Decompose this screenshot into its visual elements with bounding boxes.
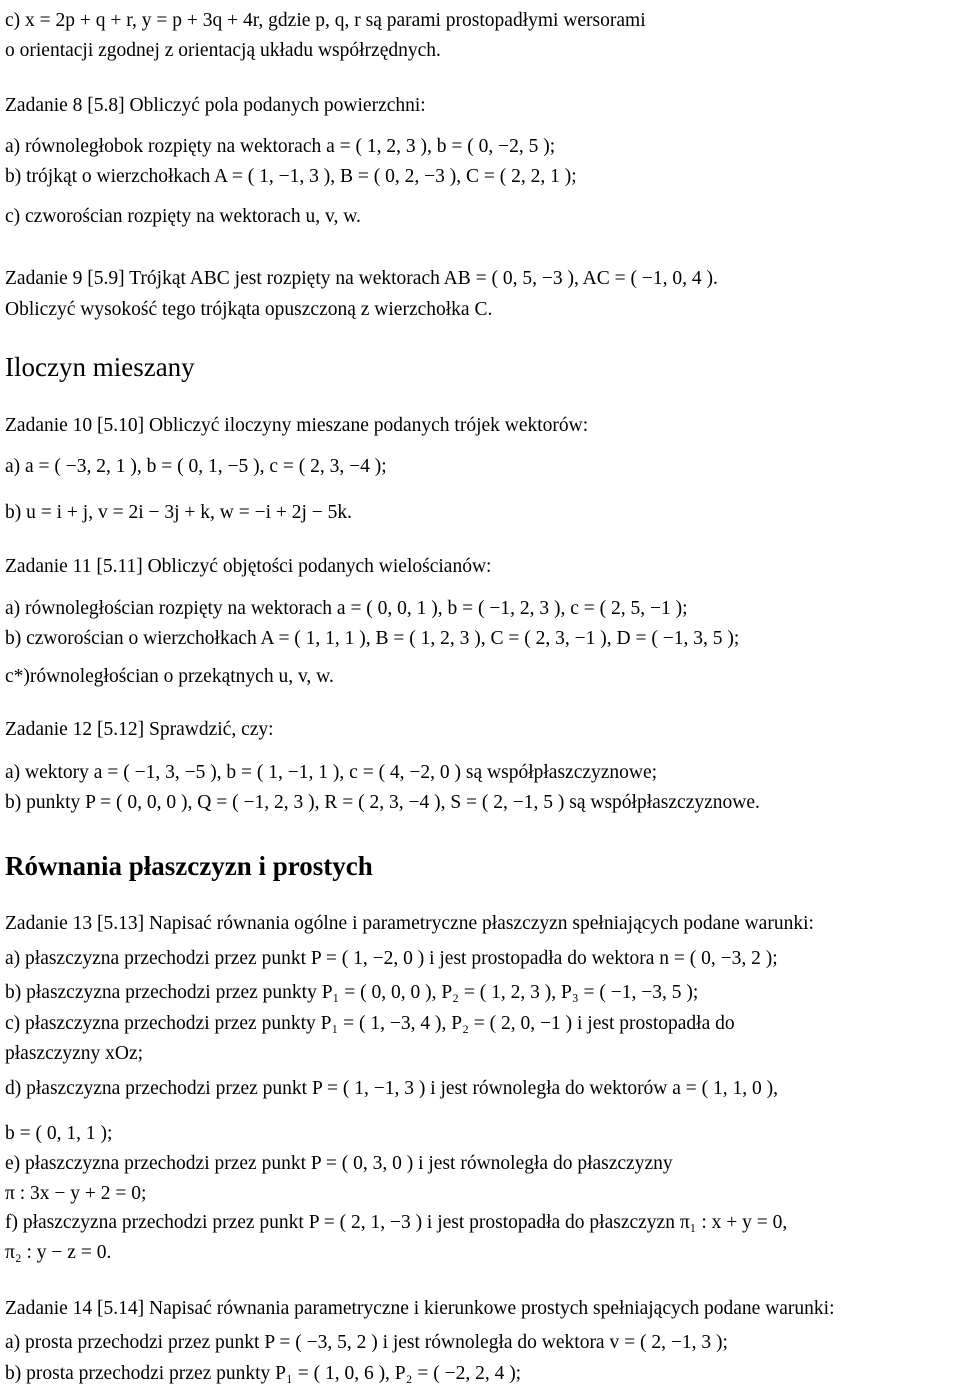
text-line: e) płaszczyzna przechodzi przez punkt P = ( 0, 3, 0 ) i jest równoległa do płaszczyzny [5,1153,673,1174]
text-line: f) płaszczyzna przechodzi przez punkt P = ( 2, 1, −3 ) i jest prostopadła do płaszczyzn π₁ : x + y = 0, [5,1212,788,1233]
section-heading: Iloczyn mieszany [5,352,195,382]
text-line: b) trójkąt o wierzchołkach A = ( 1, −1, 3 ), B = ( 0, 2, −3 ), C = ( 2, 2, 1 ); [5,166,577,187]
text-line: płaszczyzny xOz; [5,1043,144,1064]
text-line: c*)równoległościan o przekątnych u, v, w. [5,666,334,687]
task-header: Zadanie 14 [5.14] Napisać równania parametryczne i kierunkowe prostych spełniających podane warunki: [5,1298,835,1319]
task-header: Zadanie 13 [5.13] Napisać równania ogólne i parametryczne płaszczyzn spełniających podane warunki: [5,913,814,934]
text-line: b) punkty P = ( 0, 0, 0 ), Q = ( −1, 2, 3 ), R = ( 2, 3, −4 ), S = ( 2, −1, 5 ) są współpłaszczyznowe. [5,792,760,813]
task-header: Zadanie 12 [5.12] Sprawdzić, czy: [5,719,274,740]
text-line: Obliczyć wysokość tego trójkąta opuszczoną z wierzchołka C. [5,299,493,320]
task-header: Zadanie 11 [5.11] Obliczyć objętości podanych wielościanów: [5,556,492,577]
text-line: o orientacji zgodnej z orientacją układu współrzędnych. [5,40,441,61]
task-header: Zadanie 9 [5.9] Trójkąt ABC jest rozpięty na wektorach AB = ( 0, 5, −3 ), AC = ( −1, 0, 4 ). [5,268,718,289]
task-header: Zadanie 10 [5.10] Obliczyć iloczyny mieszane podanych trójek wektorów: [5,415,589,436]
text-line: c) płaszczyzna przechodzi przez punkty P₁ = ( 1, −3, 4 ), P₂ = ( 2, 0, −1 ) i jest prostopadła do [5,1013,735,1034]
text-line: b = ( 0, 1, 1 ); [5,1123,113,1144]
text-line: c) x = 2p + q + r, y = p + 3q + 4r, gdzie p, q, r są parami prostopadłymi wersorami [5,10,646,31]
text-line: a) wektory a = ( −1, 3, −5 ), b = ( 1, −1, 1 ), c = ( 4, −2, 0 ) są współpłaszczyznowe; [5,762,658,783]
text-line: π : 3x − y + 2 = 0; [5,1183,147,1204]
text-line: a) płaszczyzna przechodzi przez punkt P = ( 1, −2, 0 ) i jest prostopadła do wektora n = ( 0, −3, 2 ); [5,948,778,969]
task-header: Zadanie 8 [5.8] Obliczyć pola podanych powierzchni: [5,95,426,116]
text-line: a) prosta przechodzi przez punkt P = ( −3, 5, 2 ) i jest równoległa do wektora v = ( 2, −1, 3 ); [5,1332,728,1353]
text-line: c) czworościan rozpięty na wektorach u, v, w. [5,206,361,227]
section-heading: Równania płaszczyzn i prostych [5,851,373,881]
text-line: b) u = i + j, v = 2i − 3j + k, w = −i + 2j − 5k. [5,502,353,523]
text-line: a) równoległobok rozpięty na wektorach a = ( 1, 2, 3 ), b = ( 0, −2, 5 ); [5,136,556,157]
text-line: a) równoległościan rozpięty na wektorach a = ( 0, 0, 1 ), b = ( −1, 2, 3 ), c = ( 2, 5, −1 ); [5,598,688,619]
text-line: a) a = ( −3, 2, 1 ), b = ( 0, 1, −5 ), c = ( 2, 3, −4 ); [5,456,387,477]
text-line: π₂ : y − z = 0. [5,1242,112,1263]
text-line: b) prosta przechodzi przez punkty P₁ = ( 1, 0, 6 ), P₂ = ( −2, 2, 4 ); [5,1363,522,1384]
text-line: d) płaszczyzna przechodzi przez punkt P = ( 1, −1, 3 ) i jest równoległa do wektorów a = ( 1, 1, 0 ), [5,1078,779,1099]
text-line: b) płaszczyzna przechodzi przez punkty P₁ = ( 0, 0, 0 ), P₂ = ( 1, 2, 3 ), P₃ = ( −1, −3, 5 ); [5,982,699,1003]
text-line: b) czworościan o wierzchołkach A = ( 1, 1, 1 ), B = ( 1, 2, 3 ), C = ( 2, 3, −1 ), D = ( −1, 3, 5 ); [5,628,740,649]
